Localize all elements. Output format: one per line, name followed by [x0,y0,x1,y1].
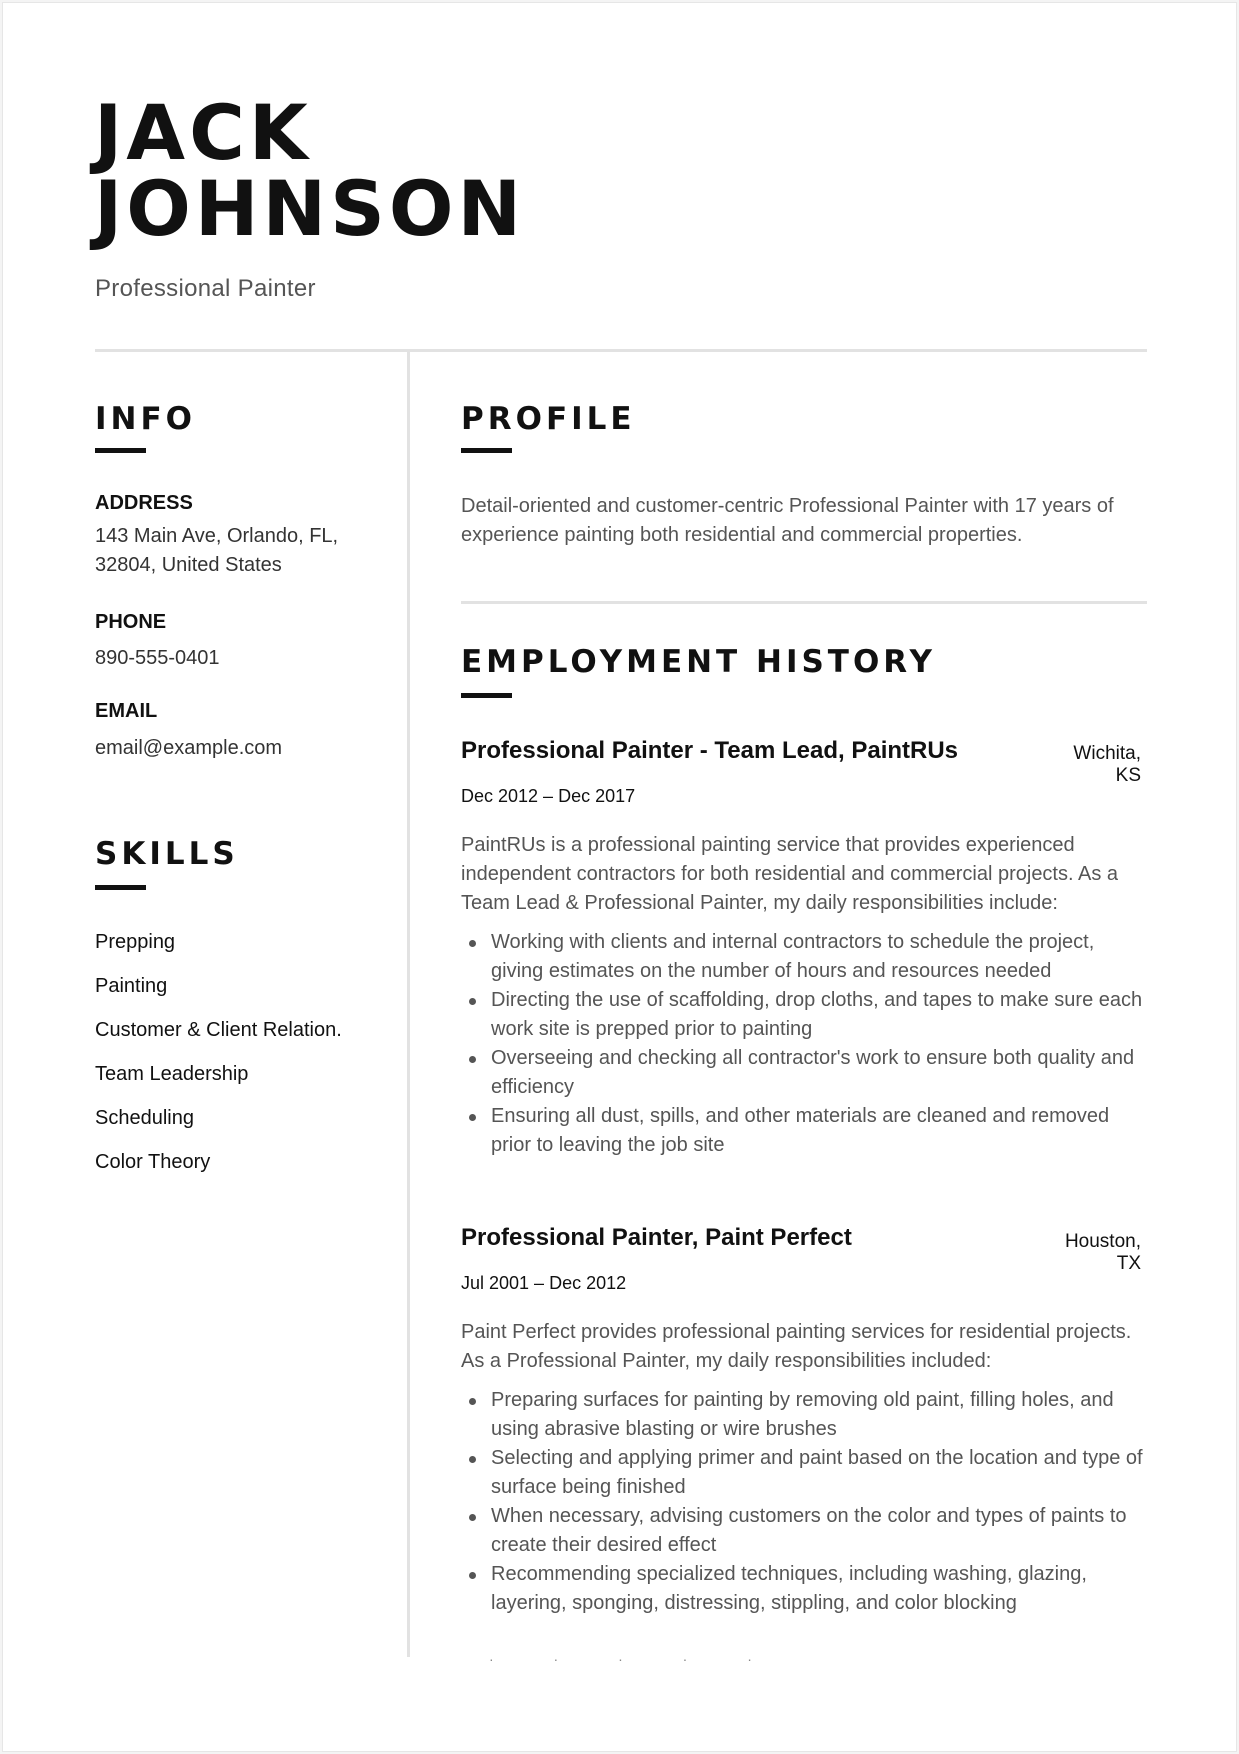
first-name: JACK [94,88,312,177]
address-line-2: 32804, United States [95,554,282,576]
info-heading: INFO [95,401,197,437]
job-title: Professional Painter - Team Lead, PaintRUs [461,737,959,764]
skills-heading: SKILLS [95,836,239,872]
phone-label: PHONE [95,611,167,633]
skill-item: Customer & Client Relation. [95,1019,342,1041]
skill-item: Painting [95,975,168,997]
responsibility-item: Preparing surfaces for painting by removing old paint, filling holes, and using abrasive blasting or wire brushes [461,1386,1151,1444]
email-label: EMAIL [95,700,158,722]
section-divider [461,601,1147,604]
profile-heading: PROFILE [461,401,636,437]
job-dates: Dec 2012 – Dec 2017 [461,786,636,806]
address-label: ADDRESS [95,492,193,514]
resume-page [2,2,1237,1752]
job-city: Houston, [1064,1231,1141,1252]
job-city: Wichita, [1073,743,1141,764]
skill-item: Prepping [95,931,176,953]
job-dates: Jul 2001 – Dec 2012 [461,1273,627,1293]
employment-heading: EMPLOYMENT HISTORY [461,644,936,680]
skills-heading-bar [95,885,146,890]
address-line-1: 143 Main Ave, Orlando, FL, [95,525,339,547]
responsibility-item: Selecting and applying primer and paint based on the location and type of surface being finished [461,1444,1151,1502]
responsibility-item: Overseeing and checking all contractor's work to ensure both quality and efficiency [461,1044,1151,1102]
skills-list [95,929,342,1193]
employment-heading-bar [461,693,512,698]
skill-item: Scheduling [95,1107,194,1129]
last-name: JOHNSON [94,164,526,253]
profile-summary: Detail-oriented and customer-centric Professional Painter with 17 years of experience painting both residential and commercial properties. [461,495,1114,546]
responsibility-item: Working with clients and internal contractors to schedule the project, giving estimates on the number of hours and resources needed [461,928,1151,986]
responsibility-item: Ensuring all dust, spills, and other materials are cleaned and removed prior to leaving the job site [461,1102,1151,1160]
professional-title: Professional Painter [95,275,316,302]
address-value [95,522,338,580]
responsibility-item: Recommending specialized techniques, including washing, glazing, layering, sponging, distressing, stippling, and color blocking [461,1560,1151,1618]
phone-value: 890-555-0401 [95,647,220,669]
info-heading-bar [95,448,146,453]
job-title: Professional Painter, Paint Perfect [461,1224,852,1251]
job-location [1073,743,1141,787]
column-divider [407,352,410,1657]
job-state: TX [1116,1253,1141,1274]
profile-heading-bar [461,448,512,453]
job-location [1065,1231,1141,1275]
skill-item: Team Leadership [95,1063,249,1085]
job-description: PaintRUs is a professional painting service that provides experienced independent contractors for both residential and commercial projects. As a Team Lead & Professional Painter, my daily responsibilities include: [461,834,1119,914]
job-state: KS [1115,765,1141,786]
responsibility-item: Directing the use of scaffolding, drop cloths, and tapes to make sure each work site is prepped prior to painting [461,986,1151,1044]
job-description: Paint Perfect provides professional painting services for residential projects. As a Professional Painter, my daily responsibilities included: [461,1321,1132,1372]
candidate-name [94,88,526,253]
email-value: email@example.com [95,737,283,759]
cut-off-text-fragment: · · · · · [489,1651,780,1667]
job-responsibilities [461,1386,1151,1618]
skill-item: Color Theory [95,1151,211,1173]
job-responsibilities [461,928,1151,1160]
header-divider [95,349,1147,352]
responsibility-item: When necessary, advising customers on the color and types of paints to create their desired effect [461,1502,1151,1560]
